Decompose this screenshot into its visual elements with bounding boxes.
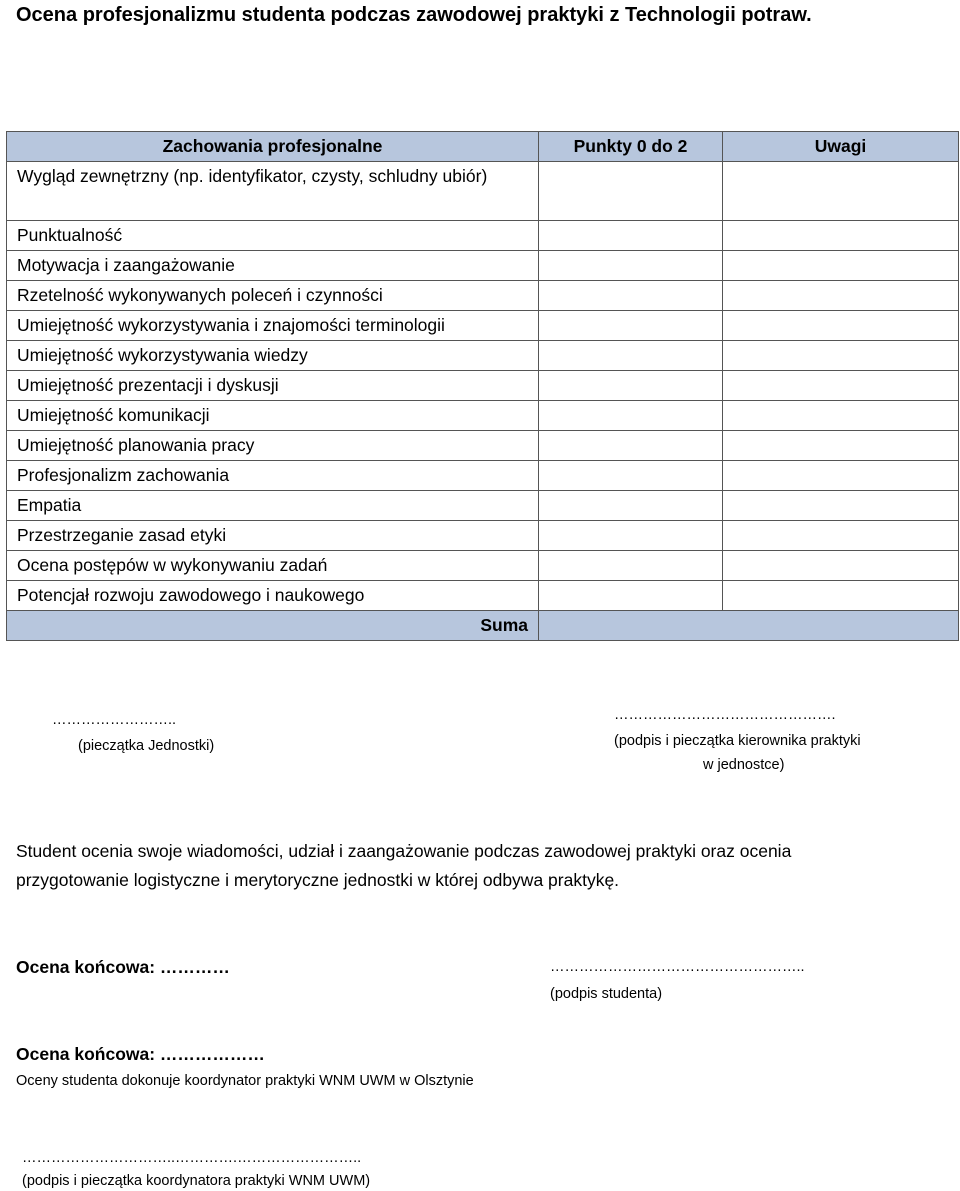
points-cell[interactable] bbox=[539, 341, 723, 371]
remarks-cell[interactable] bbox=[723, 491, 959, 521]
table-row bbox=[7, 491, 959, 521]
points-cell[interactable] bbox=[539, 581, 723, 611]
table-row bbox=[7, 371, 959, 401]
table-row bbox=[7, 431, 959, 461]
remarks-cell[interactable] bbox=[723, 371, 959, 401]
remarks-cell[interactable] bbox=[723, 521, 959, 551]
table-row bbox=[7, 162, 959, 221]
criterion-label: Profesjonalizm zachowania bbox=[7, 461, 539, 491]
evaluation-table bbox=[6, 131, 959, 641]
remarks-cell[interactable] bbox=[723, 431, 959, 461]
points-cell[interactable] bbox=[539, 371, 723, 401]
manager-label: (podpis i pieczątka kierownika praktyki bbox=[614, 733, 861, 749]
header-remarks: Uwagi bbox=[723, 132, 959, 162]
points-cell[interactable] bbox=[539, 491, 723, 521]
student-text-line1: Student ocenia swoje wiadomości, udział i zaangażowanie podczas zawodowej praktyki oraz ocenia bbox=[16, 841, 792, 861]
remarks-cell[interactable] bbox=[723, 162, 959, 221]
final-grade-label-2: Ocena końcowa: ……………… bbox=[16, 1044, 265, 1064]
points-cell[interactable] bbox=[539, 551, 723, 581]
points-cell[interactable] bbox=[539, 461, 723, 491]
sum-row bbox=[7, 611, 959, 641]
remarks-cell[interactable] bbox=[723, 311, 959, 341]
header-points: Punkty 0 do 2 bbox=[539, 132, 723, 162]
criterion-label: Empatia bbox=[7, 491, 539, 521]
table-header-row bbox=[7, 132, 959, 162]
page-title: Ocena profesjonalizmu studenta podczas zawodowej praktyki z Technologii potraw. bbox=[16, 4, 812, 26]
remarks-cell[interactable] bbox=[723, 581, 959, 611]
remarks-cell[interactable] bbox=[723, 341, 959, 371]
student-text-line2: przygotowanie logistyczne i merytoryczne jednostki w której odbywa praktykę. bbox=[16, 870, 620, 890]
table-row bbox=[7, 221, 959, 251]
table-row bbox=[7, 551, 959, 581]
stamp-label: (pieczątka Jednostki) bbox=[78, 738, 215, 754]
criterion-label: Rzetelność wykonywanych poleceń i czynności bbox=[7, 281, 539, 311]
coordinator-note: Oceny studenta dokonuje koordynator praktyki WNM UWM w Olsztynie bbox=[16, 1073, 474, 1089]
criterion-label: Motywacja i zaangażowanie bbox=[7, 251, 539, 281]
points-cell[interactable] bbox=[539, 431, 723, 461]
remarks-cell[interactable] bbox=[723, 461, 959, 491]
criterion-label: Umiejętność wykorzystywania wiedzy bbox=[7, 341, 539, 371]
table-row bbox=[7, 311, 959, 341]
criterion-label: Punktualność bbox=[7, 221, 539, 251]
header-behaviors: Zachowania profesjonalne bbox=[7, 132, 539, 162]
table-row bbox=[7, 341, 959, 371]
points-cell[interactable] bbox=[539, 401, 723, 431]
criterion-label: Przestrzeganie zasad etyki bbox=[7, 521, 539, 551]
student-sign-label: (podpis studenta) bbox=[550, 986, 663, 1002]
table-row bbox=[7, 401, 959, 431]
remarks-cell[interactable] bbox=[723, 281, 959, 311]
criterion-label: Umiejętność planowania pracy bbox=[7, 431, 539, 461]
criterion-label: Potencjał rozwoju zawodowego i naukowego bbox=[7, 581, 539, 611]
criterion-label: Umiejętność wykorzystywania i znajomości terminologii bbox=[7, 311, 539, 341]
final-grade-label: Ocena końcowa: ………… bbox=[16, 957, 230, 977]
student-sign-dots: …………………………………………….. bbox=[550, 959, 805, 975]
manager-label-cont: w jednostce) bbox=[703, 757, 785, 773]
remarks-cell[interactable] bbox=[723, 551, 959, 581]
table-row bbox=[7, 461, 959, 491]
points-cell[interactable] bbox=[539, 521, 723, 551]
table-row bbox=[7, 581, 959, 611]
points-cell[interactable] bbox=[539, 281, 723, 311]
manager-dots: ………………………………………. bbox=[614, 707, 836, 723]
sum-label: Suma bbox=[7, 611, 539, 641]
criterion-label: Umiejętność komunikacji bbox=[7, 401, 539, 431]
remarks-cell[interactable] bbox=[723, 251, 959, 281]
remarks-cell[interactable] bbox=[723, 401, 959, 431]
points-cell[interactable] bbox=[539, 162, 723, 221]
table-row bbox=[7, 281, 959, 311]
coordinator-label: (podpis i pieczątka koordynatora praktyki WNM UWM) bbox=[22, 1173, 371, 1189]
stamp-dots: …………………….. bbox=[52, 712, 177, 728]
points-cell[interactable] bbox=[539, 251, 723, 281]
table-row bbox=[7, 251, 959, 281]
sum-points-cell[interactable] bbox=[539, 611, 959, 641]
table-row bbox=[7, 521, 959, 551]
points-cell[interactable] bbox=[539, 311, 723, 341]
points-cell[interactable] bbox=[539, 221, 723, 251]
criterion-label: Ocena postępów w wykonywaniu zadań bbox=[7, 551, 539, 581]
criterion-label: Wygląd zewnętrzny (np. identyfikator, czysty, schludny ubiór) bbox=[7, 162, 539, 221]
criterion-label: Umiejętność prezentacji i dyskusji bbox=[7, 371, 539, 401]
coordinator-dots: …………………………..………….…………………….. bbox=[22, 1150, 362, 1166]
remarks-cell[interactable] bbox=[723, 221, 959, 251]
